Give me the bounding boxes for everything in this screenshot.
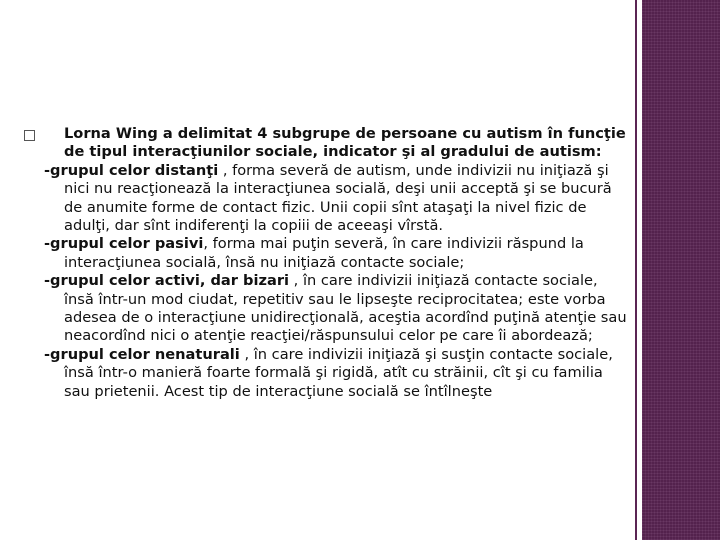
- group-unnatural-title: -grupul celor nenaturali: [44, 345, 240, 363]
- intro-paragraph: [44, 125, 629, 162]
- group-distant-paragraph: [44, 162, 629, 236]
- side-divider-line: [635, 0, 637, 540]
- group-unnatural-text: , în care indivizii iniţiază şi susţin contacte sociale, însă într-o manieră foarte formală şi rigidă, atît cu străinii, cît şi cu familia sau prietenii. Acest tip de interacţiune socială se întîlneşte: [64, 345, 613, 400]
- empty-square-bullet-icon: [24, 130, 35, 141]
- group-distant-title: -grupul celor distanţi: [44, 161, 219, 179]
- slide-body-text: [44, 125, 629, 401]
- group-passive-text: , forma mai puţin severă, în care indivizii răspund la interacţiunea socială, însă nu iniţiază contacte sociale;: [64, 235, 584, 271]
- decorative-side-panel: [642, 0, 720, 540]
- group-active-paragraph: [44, 272, 629, 346]
- group-active-title: -grupul celor activi, dar bizari: [44, 272, 290, 290]
- group-distant-text: , forma severă de autism, unde indivizii nu iniţiază şi nici nu reacţionează la interacţiunea socială, deşi unii acceptă şi se bucură de anumite forme de contact fizic. Unii copii sînt ataşaţi la nivel fizic de adulţi, dar sînt indiferenţi la copiii de aceeaşi vîrstă.: [64, 161, 612, 235]
- intro-text: Lorna Wing a delimitat 4 subgrupe de persoane cu autism în funcţie de tipul interacţiunilor sociale, indicator şi al gradului de autism:: [64, 125, 626, 161]
- group-active-text: , în care indivizii iniţiază contacte sociale, însă într-un mod ciudat, repetitiv sau le lipseşte reciprocitatea; este vorba adesea de o interacţiune unidirecţională, aceştia acordînd puţină atenţie sau neacordînd nici o atenţie reacţiei/răspunsului celor pe care îi abordează;: [64, 272, 627, 345]
- group-unnatural-paragraph: [44, 346, 629, 401]
- group-passive-paragraph: [44, 235, 629, 272]
- group-passive-title: -grupul celor pasivi: [44, 235, 204, 253]
